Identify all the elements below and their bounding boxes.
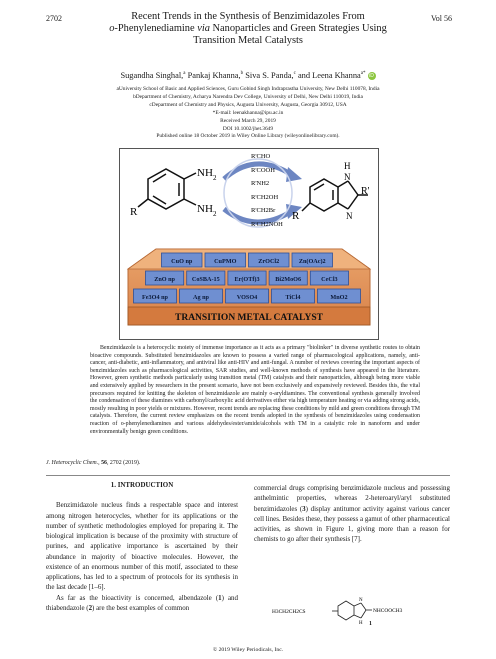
col2-paragraph: commercial drugs comprising benzimidazole nucleus and possessing anthelmintic properties, whereas 2-heteroaryl/aryl substituted benzimidazoles (3) display antitumor activity against various cancer cell lines. Besides these, they possess a gamut of other pharmaceutical activities, as shown in Figure 1, giving more than a reason for chemists to go after their synthesis [7]. — [254, 484, 450, 544]
arrow-head-top — [286, 167, 302, 182]
catalyst-label: ZnO np — [154, 276, 176, 283]
abstract: Benzimidazole is a heterocyclic moiety of immense importance as it acts as a primary "biolinker" in diverse synthetic routes to obtain bioactive compounds. Substituted benzimidazoles are known to possess a varied range of pharmacological applications, namely, anti-cancer, anti-diabetic, anti-inflammatory, and antiviral like anti-HIV and anti-fungal. A number of reviews covering the important aspects of benzimidazoles such as pharmacological activities, SAR studies, and well-known methods of synthesis have appeared in the literature. However, green synthetic methods particularly using transition metal (TM) catalysts and their nanoparticles, although being more viable and extensively applied by researchers in the present scenario, have not been exclusively and expansively reviewed. Besides this, the vital precursors required for knitting the skeleton of benzimidazole are mainly o-aryldiamines. The conventional synthesis generally involved the condensation of these diamines with carbonyl/carboxylic acid derivatives either via high temperature heating or via adding strong acids, mostly resulting in poor yields or mixtures. However, recent trends are replacing these conditions by mild and green conditions through TM catalysts. Therefore, the current review emphasizes on the recent trends adopted in the synthesis of benzimidazoles using condensation reaction of o-phenylenediamines and various aldehydes/ester/amide/alcohols with TM in a catalytic role in nanoform and under environmentally benign green conditions. — [90, 345, 420, 435]
n-label: N — [346, 211, 353, 221]
section-divider — [46, 475, 450, 476]
catalyst-label: Fe3O4 np — [142, 294, 168, 301]
catalyst-label: Er(OTf)3 — [234, 276, 260, 283]
affiliation-b: bDepartment of Chemistry, Acharya Narendra Dev College, University of Delhi, New Delhi 110019, India — [133, 93, 363, 100]
affiliation-a: aUniversity School of Basic and Applied Sciences, Guru Gobind Singh Indraprastha University, New Delhi 110078, India — [116, 86, 380, 92]
copyright-footer: © 2019 Wiley Periodicals, Inc. — [212, 647, 284, 653]
catalyst-label: ZrOCl2 — [258, 258, 280, 265]
received-date: Received March 29, 2019 — [220, 117, 276, 124]
intro-paragraph-1: Benzimidazole nucleus finds a respectable space and interest among nitrogen heterocycles, whether for its applications or the number of synthetic methodologies employed for preparing it. The biological implication is because of the proximity with structure of purines, and applicative importance is ascertained by their abundance in majority of bioactive molecules. However, the existence of an enormous number of this motif, associated to these applications, has led to a spectrum of protocols for its synthesis in the last decade [1–6]. — [46, 501, 238, 592]
nh2-top-label: NH — [197, 167, 213, 179]
nh2-bottom-sub: 2 — [213, 210, 217, 218]
structure-h: H — [359, 621, 363, 624]
catalyst-label: CoSBA-15 — [191, 276, 220, 283]
catalyst-label: Bi2MoO6 — [275, 276, 302, 283]
catalyst-label: TiCl4 — [285, 294, 301, 301]
intro-paragraph-2: As far as the bioactivity is concerned, albendazole (1) and thiabendazole (2) are the best examples of common — [46, 593, 238, 612]
structure-left-group: H3CH2CH2CS — [272, 609, 306, 615]
section-heading: 1. INTRODUCTION — [110, 481, 174, 489]
nh2-bottom-label: NH — [197, 203, 213, 215]
doi[interactable]: DOI 10.1002/jhet.3649 — [222, 125, 274, 132]
author-email[interactable]: *E-mail: leenakhanna@ipu.ac.in — [212, 109, 284, 116]
author-list: Sugandha Singhal,$^a$ Pankaj Khanna,$^b$ Siva S. Panda,$^c$ and Leena Khanna$^{a*}$ iD — [120, 71, 374, 80]
title-line-1: Recent Trends in the Synthesis of Benzimidazoles From — [131, 11, 365, 22]
albendazole-structure — [272, 594, 452, 624]
reagent-1: R'CHO — [251, 153, 271, 160]
catalyst-label: Zn(OAc)2 — [298, 258, 326, 265]
benzimidazole-structure — [302, 179, 368, 211]
reagent-4: R'CH2OH — [251, 194, 279, 201]
catalyst-label: MnO2 — [330, 294, 348, 301]
catalyst-label: CeCl3 — [321, 276, 338, 283]
structure-right-group: NHCOOCH3 — [373, 608, 403, 614]
reagent-2: R'COOH — [251, 167, 275, 174]
journal-citation: J. Heterocyclic Chem., 56, 2702 (2019). — [46, 460, 141, 466]
published-online: Published online 18 October 2019 in Wiley Online Library (wileyonlinelibrary.com). — [156, 133, 340, 140]
page-number: 2702 — [46, 14, 62, 23]
affiliations — [40, 86, 456, 141]
title-line-2: o-Phenylenediamine via Nanoparticles and Green Strategies Using — [109, 23, 387, 35]
structure-n: N — [359, 598, 363, 603]
structure-number: 1 — [369, 621, 372, 627]
catalyst-label: CuO np — [171, 258, 193, 265]
article-title — [70, 11, 426, 48]
nh-n-label: N — [344, 172, 351, 182]
phenylenediamine-structure — [138, 169, 196, 209]
affiliation-c: cDepartment of Chemistry and Physics, Augusta University, Augusta, Georgia 30912, USA — [149, 101, 347, 108]
catalyst-label: VOSO4 — [236, 294, 258, 301]
catalyst-label: Ag np — [193, 294, 209, 301]
catalyst-label: CuPMO — [214, 258, 237, 265]
nh2-top-sub: 2 — [213, 174, 217, 182]
r-right-label: R — [292, 210, 300, 222]
left-column — [46, 480, 238, 613]
r-left-label: R — [130, 206, 138, 218]
reagent-5: R'CH2Br — [251, 207, 276, 214]
platform-label: TRANSITION METAL CATALYST — [175, 313, 323, 323]
title-line-3: Transition Metal Catalysts — [193, 35, 303, 47]
right-column — [254, 483, 450, 545]
volume-label: Vol 56 — [431, 14, 452, 23]
graphical-abstract — [119, 148, 379, 340]
nh-h-label: H — [344, 161, 351, 171]
r-prime-label: R' — [361, 186, 370, 197]
reagent-6: R'CH2NOH — [251, 221, 283, 228]
orcid-icon[interactable]: iD — [369, 73, 374, 80]
reagent-3: R'NH2 — [251, 180, 270, 187]
